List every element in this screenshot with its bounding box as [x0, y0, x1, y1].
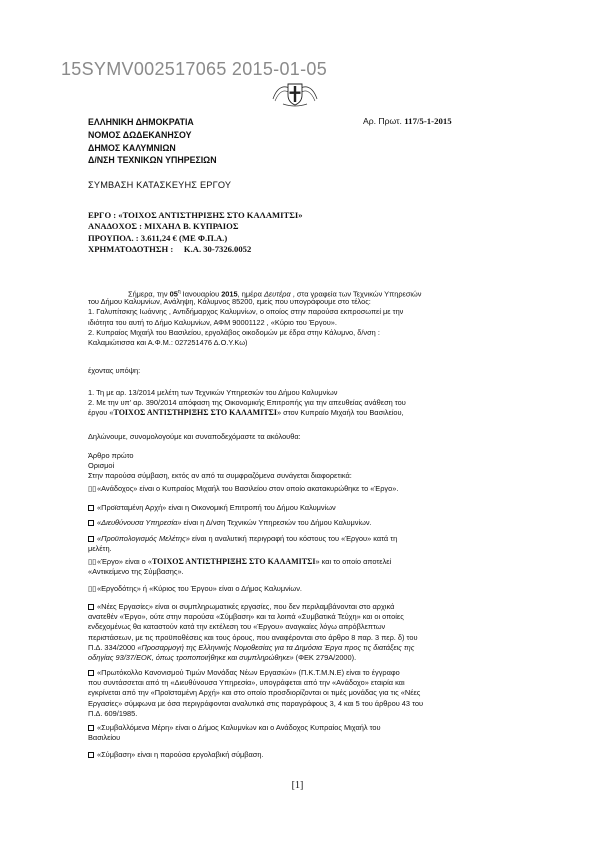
definition-project: ▯▯«Έργο» είναι ο «ΤΟΙΧΟΣ ΑΝΤΙΣΤΗΡΙΞΗΣ ΣΤΟ ΚΑΛΑΜΙΤΣΙ» και το οποίο αποτελεί «Αντικείμενο της Σύμβασης». — [88, 557, 392, 577]
checkbox-icon — [88, 725, 94, 731]
project-funding: ΧΡΗΜΑΤΟΔΟΤΗΣΗ : Κ.Α. 30-7326.0052 — [88, 243, 252, 254]
definition-contract: «Σύμβαση» είναι η παρούσα εργολαβική σύμβαση. — [88, 750, 520, 760]
article-subheading: Ορισμοί — [88, 461, 115, 471]
considering-item: 1. Τη με αρ. 13/2014 μελέτη των Τεχνικών Υπηρεσιών του Δήμου Καλυμνίων — [88, 388, 338, 397]
definition-employer: ▯▯«Εργοδότης» ή «Κύριος του Έργου» είναι ο Δήμος Καλυμνίων. — [88, 584, 302, 593]
agreement-statement: Δηλώνουμε, συνομολογούμε και συναποδεχόμαστε τα ακόλουθα: — [88, 432, 301, 441]
document-id-watermark: 15SYMV002517065 2015-01-05 — [61, 59, 328, 79]
intro-paragraph — [88, 287, 520, 348]
header-prefecture: ΝΟΜΟΣ ΔΩΔΕΚΑΝΗΣΟΥ — [88, 129, 192, 140]
checkbox-icon — [88, 520, 94, 526]
coat-of-arms-icon — [269, 77, 321, 108]
project-info — [88, 210, 303, 255]
checkbox-icon — [88, 604, 94, 610]
definition-directorate: «Διευθύνουσα Υπηρεσία» είναι η Δ/νση Τεχνικών Υπηρεσιών του Δήμου Καλυμνίων. — [88, 518, 520, 528]
checkbox-icon — [88, 505, 94, 511]
contract-title: ΣΥΜΒΑΣΗ ΚΑΤΑΣΚΕΥΗΣ ΕΡΓΟΥ — [88, 180, 232, 190]
checkbox-icon — [88, 536, 94, 542]
checkbox-icon — [88, 670, 94, 676]
bullet-icon: ▯▯ — [88, 484, 97, 493]
authority-header — [88, 116, 217, 167]
considering-list — [88, 388, 520, 419]
definition-authority: «Προϊσταμένη Αρχή» είναι η Οικονομική Επιτροπή του Δήμου Καλυμνίων — [88, 503, 520, 513]
article-heading: Άρθρο πρώτο — [88, 451, 134, 460]
considering-item: έργου «ΤΟΙΧΟΣ ΑΝΤΙΣΤΗΡΙΞΗΣ ΣΤΟ ΚΑΛΑΜΙΤΣΙ» στον Κυπραίο Μιχαήλ του Βασιλείου, — [88, 408, 404, 418]
considering-heading: έχοντας υπόψη: — [88, 366, 141, 375]
intro-line: Σήμερα, την $05^\eta$ Ιανουαρίου 2015, ημέρα Δευτέρα , στα γραφεία των Τεχνικών Υπηρεσιών — [128, 289, 422, 299]
article-one — [88, 451, 520, 482]
checkbox-icon — [88, 752, 94, 758]
considering-item: 2. Με την υπ' αρ. 390/2014 απόφαση της Οικονομικής Επιτροπής για την απευθείας ανάθεση του — [88, 398, 406, 408]
header-country: ΕΛΛΗΝΙΚΗ ΔΗΜΟΚΡΑΤΙΑ — [88, 117, 194, 127]
header-department: Δ/ΝΣΗ ΤΕΧΝΙΚΩΝ ΥΠΗΡΕΣΙΩΝ — [88, 155, 217, 166]
protocol-label: Αρ. Πρωτ. — [363, 116, 402, 126]
intro-line: Καλαμιώτισσα και Α.Φ.Μ.: 027251476 Δ.Ο.Υ.Κω) — [88, 337, 248, 347]
intro-line: του Δήμου Καλυμνίων, Ανάληψη, Κάλυμνος 85200, εμείς που υπογράφουμε στο τέλος: — [88, 297, 371, 307]
project-budget: ΠΡΟΥΠΟΛ. : 3.611,24 € (ΜΕ Φ.Π.Α.) — [88, 232, 228, 243]
protocol-number — [363, 116, 452, 126]
bullet-icon: ▯▯ — [88, 557, 97, 566]
protocol-value: 117/5-1-2015 — [404, 116, 452, 126]
bullet-icon: ▯▯ — [88, 584, 97, 593]
intro-line: 2. Κυπραίος Μιχαήλ του Βασιλείου, εργολάβος οικοδομών με έδρα στην Κάλυμνο, δ/νση : — [88, 327, 380, 337]
article-lead: Στην παρούσα σύμβαση, εκτός αν από τα συμφραζόμενα συνάγεται διαφορετικά: — [88, 471, 352, 481]
definition-contractor: ▯▯«Ανάδοχος» είναι ο Κυπραίος Μιχαήλ του Βασιλείου στον οποίο ακατακυρώθηκε το «Έργο». — [88, 484, 399, 493]
definition-pricing-protocol: «Πρωτόκολλο Κανονισμού Τιμών Μονάδας Νέων Εργασιών» (Π.Κ.Τ.Μ.Ν.Ε) είναι το έγγραφο που συντάσσεται από τη «Διευθύνουσα Υπηρεσία», υπογράφεται από την «Ανάδοχο» εταιρία και εγκρίνεται από την «Προϊσταμένη Αρχή» και στο οποίο προσδιορίζονται οι τιμές μονάδας για τις «Νέες Εργασίες» σύμφωνα με όσα περιγράφονται αναλυτικά στις παραγράφους 3, 4 και 5 του άρθρου 43 του Π.Δ. 609/1985. — [88, 668, 424, 718]
definition-parties: «Συμβαλλόμενα Μέρη» είναι ο Δήμος Καλυμνίων και ο Ανάδοχος Κυπραίος Μιχαήλ του Βασιλείου — [88, 723, 381, 743]
page-number: [1] — [291, 780, 304, 791]
definition-new-works: «Νέες Εργασίες» είναι οι συμπληρωματικές εργασίες, που δεν περιλαμβάνονται στο αρχικά ανατεθέν «Έργο», ούτε στην παρούσα «Σύμβαση» και τα λοιπά «Συμβατικά Τεύχη» και οι οποίες ενδεχομένως θα καταστούν κατά την εκτέλεση του «Έργου» αναγκαίες λόγω απρόβλεπτων περιστάσεων, με τις προϋποθέσεις και τους όρους, που αναφέρονται στο άρθρο 8 παρ. 3 περ. δ) του Π.Δ. 334/2000 «Προσαρμογή της Ελληνικής Νομοθεσίας για τα Δημόσια Έργα προς τις διατάξεις της οδηγίας 93/37/ΕΟΚ, όπως τροποποιήθηκε και συμπληρώθηκε» (ΦΕΚ 279Α/2000). — [88, 602, 418, 662]
project-name: ΕΡΓΟ : «ΤΟΙΧΟΣ ΑΝΤΙΣΤΗΡΙΞΗΣ ΣΤΟ ΚΑΛΑΜΙΤΣΙ» — [88, 210, 303, 220]
intro-line: 1. Γαλυπίτσκης Ιωάννης , Αντιδήμαρχος Καλυμνίων, ο οποίος στην παρούσα εκπροσωπεί με την — [88, 307, 404, 317]
project-contractor: ΑΝΑΔΟΧΟΣ : ΜΙΧΑΗΛ Β. ΚΥΠΡΑΙΟΣ — [88, 221, 239, 232]
intro-line: ιδιότητα του αυτή το Δήμο Καλυμνίων, ΑΦΜ 90001122 , «Κύριο του Έργου». — [88, 317, 337, 327]
header-municipality: ΔΗΜΟΣ ΚΑΛΥΜΝΙΩΝ — [88, 142, 176, 153]
definition-budget: «Προϋπολογισμός Μελέτης» είναι η αναλυτική περιγραφή του κόστους του «Έργου» κατά τη μελέτη. — [88, 534, 398, 554]
